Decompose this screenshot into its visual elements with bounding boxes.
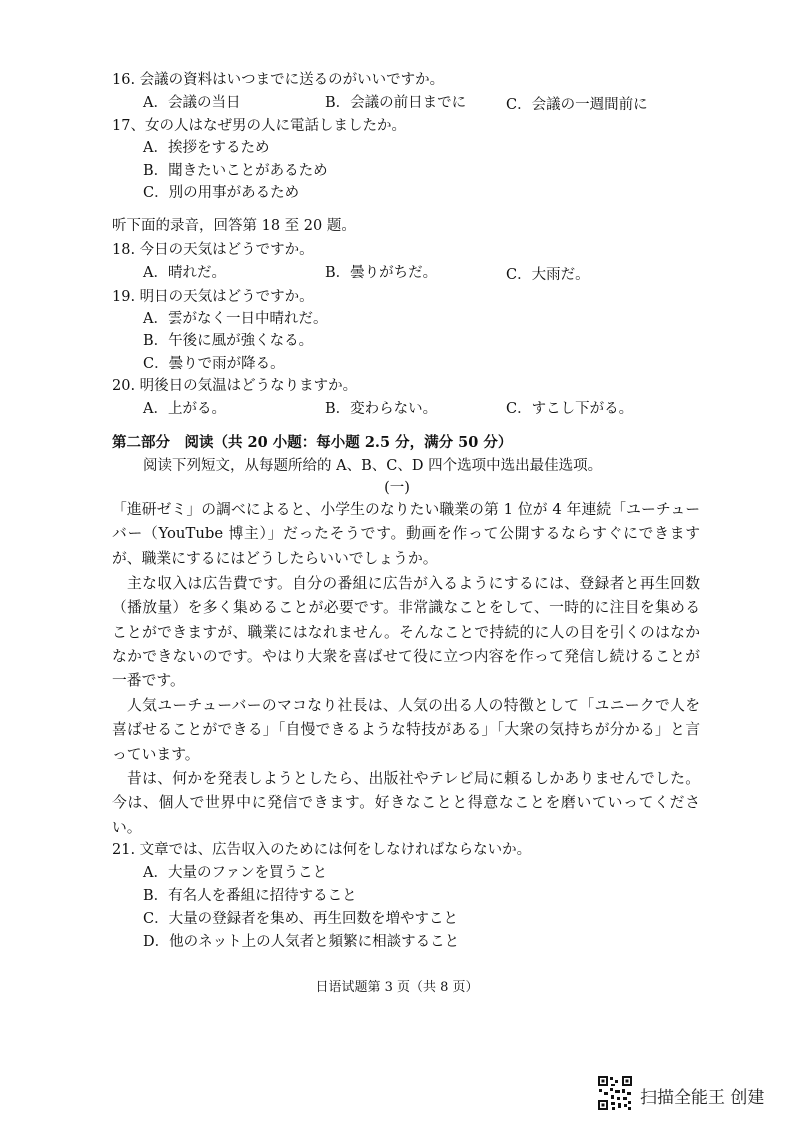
option-18b: B．曇りがちだ。 [325, 265, 438, 281]
passage-paragraph-4: 昔は、何かを発表しようとしたら、出版社やテレビ局に頼るしかありませんでした。今は、個人で世界中に発信できます。好きなことと得意なことを磨いていってください。 [112, 770, 700, 836]
passage-paragraph-3: 人気ユーチューバーのマコなり社長は、人気の出る人の特徴として「ユニークで人を喜ばせることができる」「自慢できるような特技がある」「大衆の気持ちが分かる」と言っています。 [112, 697, 700, 763]
option-18a: A．晴れだ。 [143, 265, 226, 281]
option-16c: C．会議の一週間前に [506, 97, 648, 113]
question-18: 18. 今日の天気はどうですか。 [112, 242, 314, 258]
question-21: 21. 文章では、広告収入のためには何をしなければならないか。 [112, 842, 532, 858]
passage-paragraph-2: 主な収入は広告費です。自分の番組に広告が入るようにするには、登録者と再生回数（播放量）を多く集めることが必要です。非常識なことをして、一時的に注目を集めることができますが、職業にはなれません。そんなことで持続的に人の目を引くのはなかなかできないのです。やはり大衆を喜ばせて役に立つ内容を作って発信し続けることが一番です。 [112, 575, 700, 690]
option-19b: B．午後に風が強くなる。 [143, 333, 314, 349]
option-20b: B．変わらない。 [325, 401, 438, 417]
option-18c: C．大雨だ。 [506, 267, 590, 283]
option-21a: A．大量のファンを買うこと [143, 865, 328, 881]
option-21b: B．有名人を番組に招待すること [143, 888, 357, 904]
option-19a: A．雲がなく一日中晴れだ。 [143, 311, 328, 327]
option-17a: A．挨拶をするため [143, 140, 270, 156]
option-20a: A．上がる。 [143, 401, 226, 417]
option-16a: A．会議の当日 [143, 95, 241, 111]
qr-code-icon [597, 1075, 633, 1111]
page-footer: 日语试题第 3 页（共 8 页） [315, 980, 479, 995]
question-17: 17、女の人はなぜ男の人に電話しましたか。 [112, 118, 406, 134]
option-16b: B．会議の前日までに [325, 95, 467, 111]
question-20: 20. 明後日の気温はどうなりますか。 [112, 378, 358, 394]
scanner-watermark: 扫描全能王 创建 [640, 1088, 765, 1108]
passage-number: (一) [384, 480, 410, 496]
option-20c: C．すこし下がる。 [506, 401, 634, 417]
passage-paragraph-1: 「進研ゼミ」の調べによると、小学生のなりたい職業の第 1 位が 4 年連続「ユーチューバー（YouTube 博主）」だったそうです。動画を作って公開するならすぐにできますが、職業にするにはどうしたらいいでしょうか。 [112, 501, 700, 567]
option-19c: C．曇りで雨が降る。 [143, 356, 285, 372]
part2-title: 第二部分 阅读（共 20 小题：每小题 2.5 分，满分 50 分） [112, 434, 513, 451]
option-21c: C．大量の登録者を集め、再生回数を増やすこと [143, 911, 459, 927]
option-17b: B．聞きたいことがあるため [143, 163, 328, 179]
section-note: 听下面的录音，回答第 18 至 20 题。 [112, 218, 356, 234]
option-17c: C．別の用事があるため [143, 185, 300, 201]
part2-instruction: 阅读下列短文，从每题所给的 A、B、C、D 四个选项中选出最佳选项。 [143, 458, 603, 474]
question-19: 19. 明日の天気はどうですか。 [112, 289, 314, 305]
option-21d: D．他のネット上の人気者と頻繁に相談すること [143, 934, 460, 950]
question-16: 16. 会議の資料はいつまでに送るのがいいですか。 [112, 72, 445, 88]
